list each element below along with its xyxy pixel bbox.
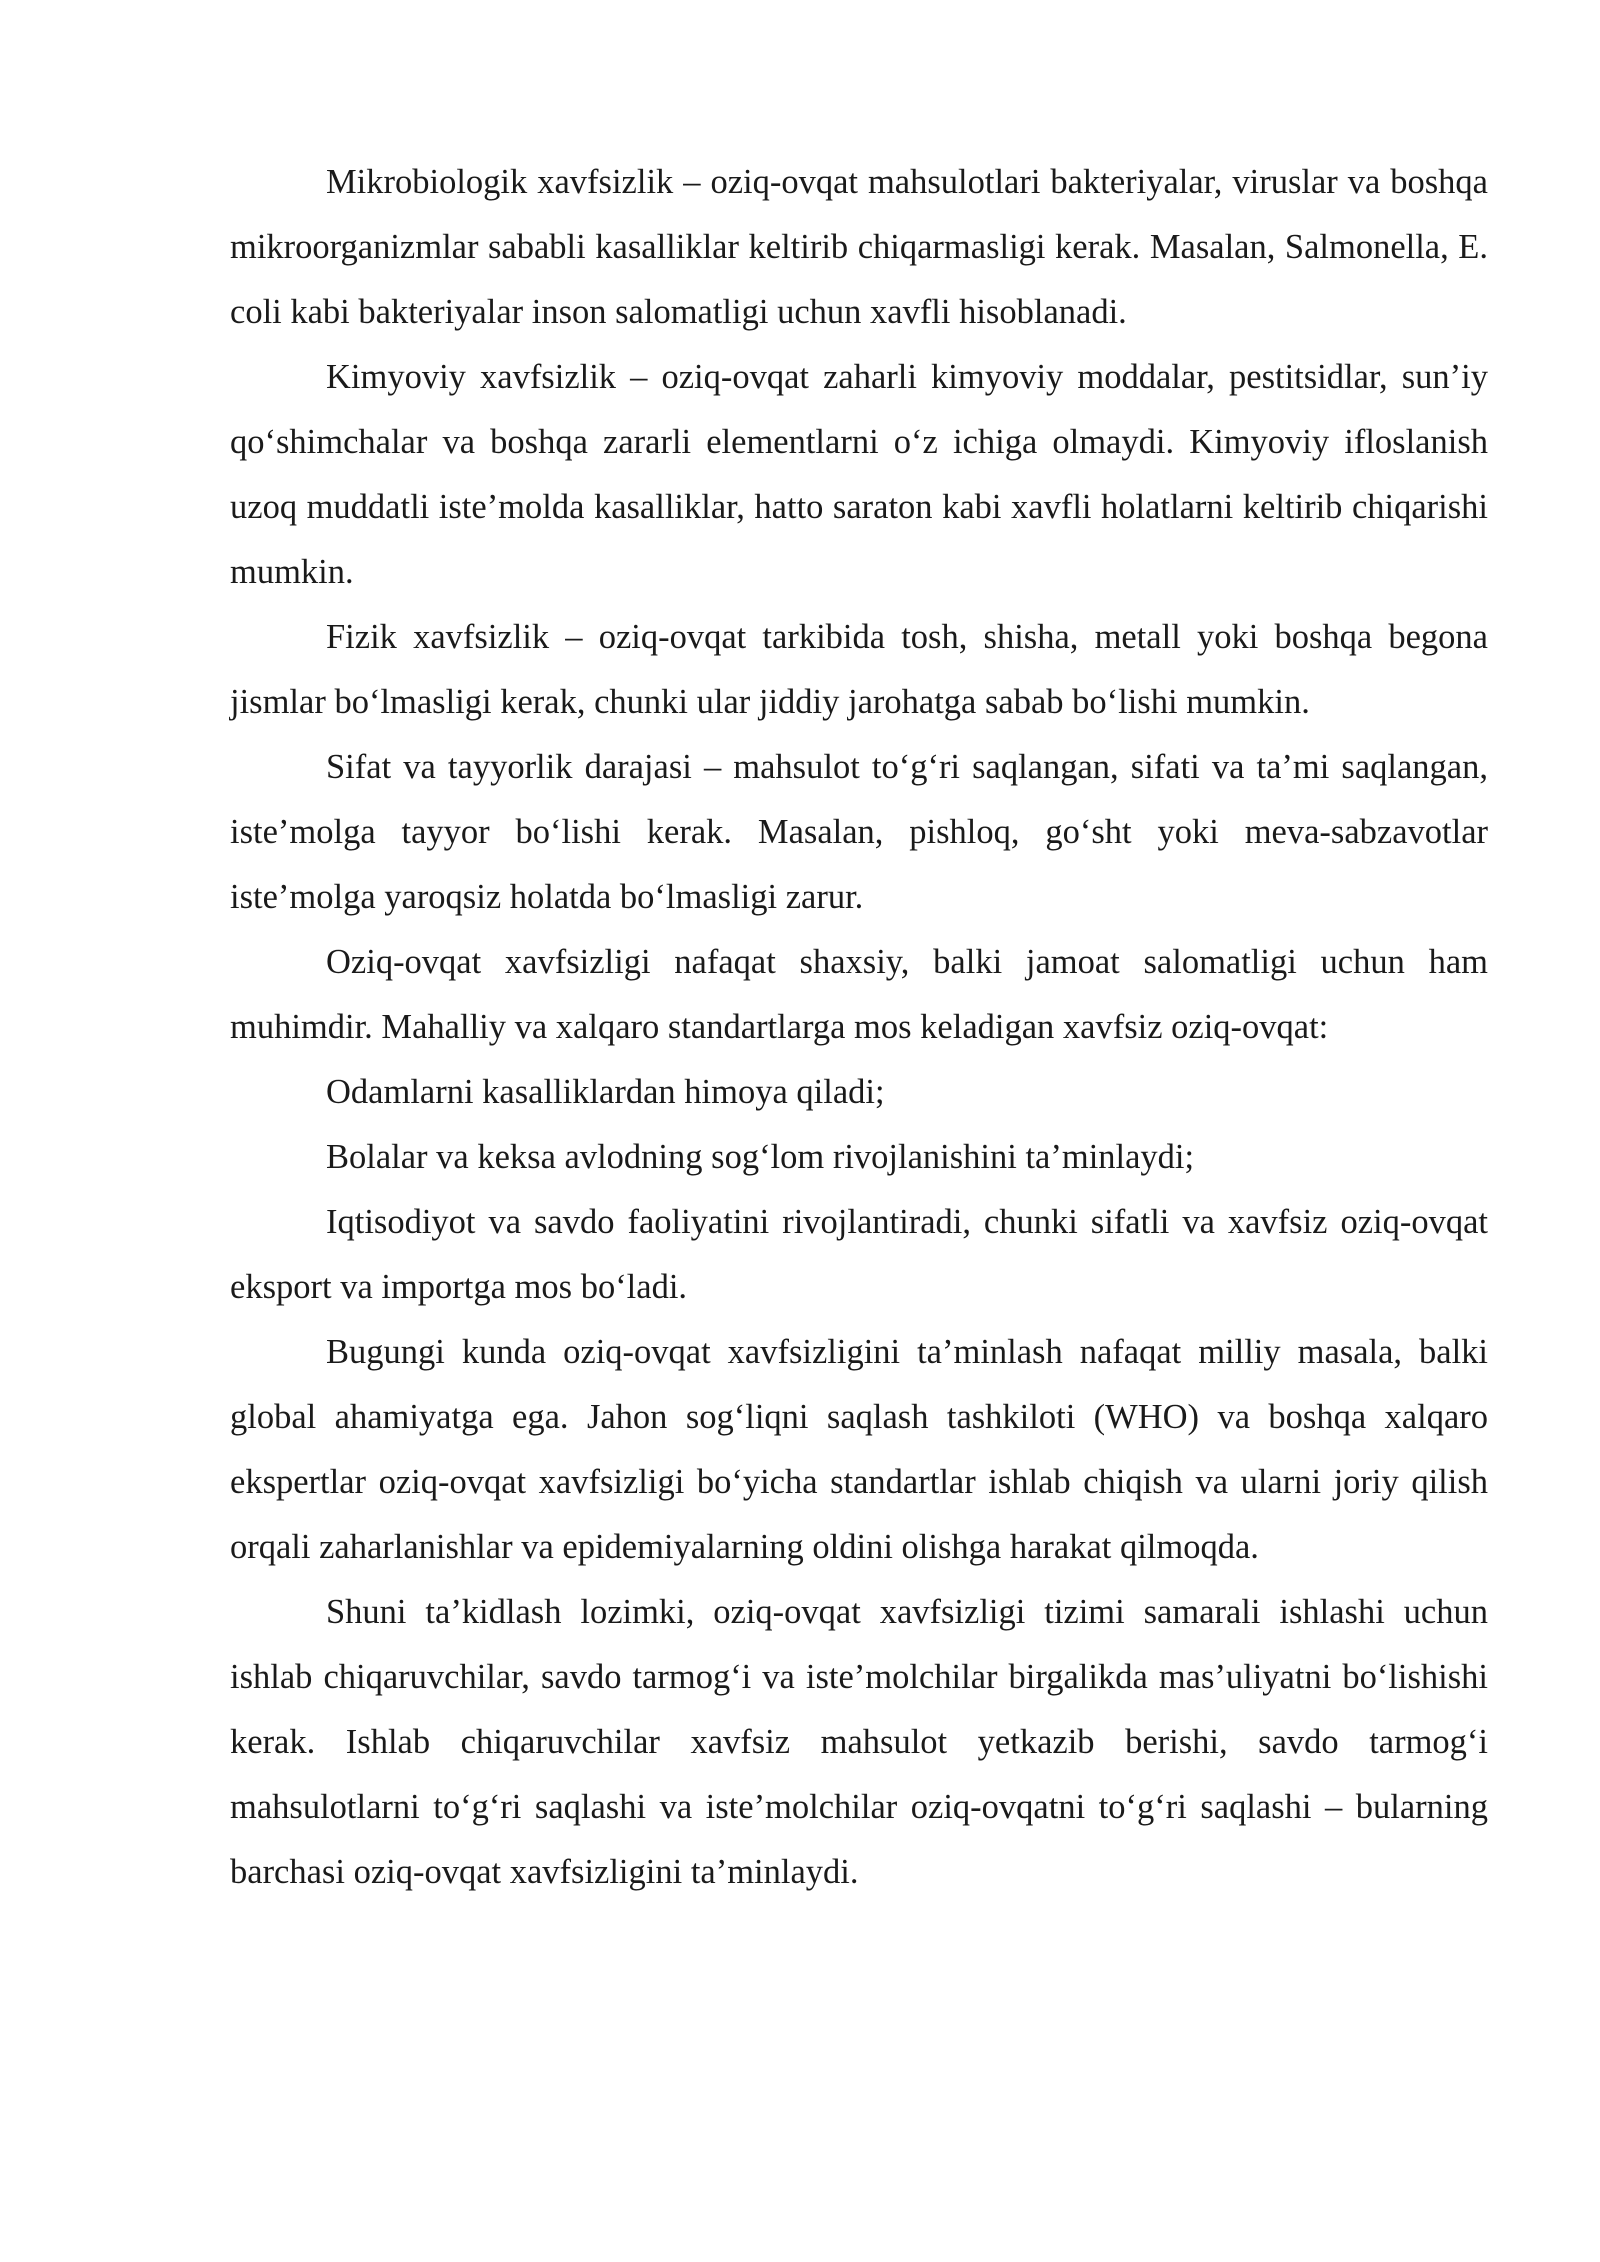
paragraph-global-importance: Bugungi kunda oziq-ovqat xavfsizligini ta’minlash nafaqat milliy masala, balki global ahamiyatga ega. Jahon sog‘liqni saqlash tashkiloti (WHO) va boshqa xalqaro ekspertlar oziq-ovqat xavfsizligi bo‘yicha standartlar ishlab chiqish va ularni joriy qilish orqali zaharlanishlar va epidemiyalarning oldini olishga harakat qilmoqda. xyxy=(230,1333,1488,1566)
document-body xyxy=(230,150,1488,1905)
list-item-economy-trade: Iqtisodiyot va savdo faoliyatini rivojlantiradi, chunki sifatli va xavfsiz oziq-ovqat eksport va importga mos bo‘ladi. xyxy=(230,1203,1488,1306)
paragraph-physical-safety: Fizik xavfsizlik – oziq-ovqat tarkibida tosh, shisha, metall yoki boshqa begona jismlar bo‘lmasligi kerak, chunki ular jiddiy jarohatga sabab bo‘lishi mumkin. xyxy=(230,618,1488,721)
paragraph-chemical-safety: Kimyoviy xavfsizlik – oziq-ovqat zaharli kimyoviy moddalar, pestitsidlar, sun’iy qo‘shimchalar va boshqa zararli elementlarni o‘z ichiga olmaydi. Kimyoviy ifloslanish uzoq muddatli iste’molda kasalliklar, hatto saraton kabi xavfli holatlarni keltirib chiqarishi mumkin. xyxy=(230,358,1488,591)
list-item-healthy-development: Bolalar va keksa avlodning sog‘lom rivojlanishini ta’minlaydi; xyxy=(326,1138,1195,1176)
list-item-disease-protection: Odamlarni kasalliklardan himoya qiladi; xyxy=(326,1073,885,1111)
paragraph-quality-readiness: Sifat va tayyorlik darajasi – mahsulot to‘g‘ri saqlangan, sifati va ta’mi saqlangan, iste’molga tayyor bo‘lishi kerak. Masalan, pishloq, go‘sht yoki meva-sabzavotlar iste’molga yaroqsiz holatda bo‘lmasligi zarur. xyxy=(230,748,1488,916)
paragraph-public-health: Oziq-ovqat xavfsizligi nafaqat shaxsiy, balki jamoat salomatligi uchun ham muhimdir. Mahalliy va xalqaro standartlarga mos keladigan xavfsiz oziq-ovqat: xyxy=(230,943,1488,1046)
paragraph-microbiological-safety: Mikrobiologik xavfsizlik – oziq-ovqat mahsulotlari bakteriyalar, viruslar va boshqa mikroorganizmlar sababli kasalliklar keltirib chiqarmasligi kerak. Masalan, Salmonella, E. coli kabi bakteriyalar inson salomatligi uchun xavfli hisoblanadi. xyxy=(230,163,1488,331)
paragraph-shared-responsibility: Shuni ta’kidlash lozimki, oziq-ovqat xavfsizligi tizimi samarali ishlashi uchun ishlab chiqaruvchilar, savdo tarmog‘i va iste’molchilar birgalikda mas’uliyatni bo‘lishishi kerak. Ishlab chiqaruvchilar xavfsiz mahsulot yetkazib berishi, savdo tarmog‘i mahsulotlarni to‘g‘ri saqlashi va iste’molchilar oziq-ovqatni to‘g‘ri saqlashi – bularning barchasi oziq-ovqat xavfsizligini ta’minlaydi. xyxy=(230,1593,1488,1891)
